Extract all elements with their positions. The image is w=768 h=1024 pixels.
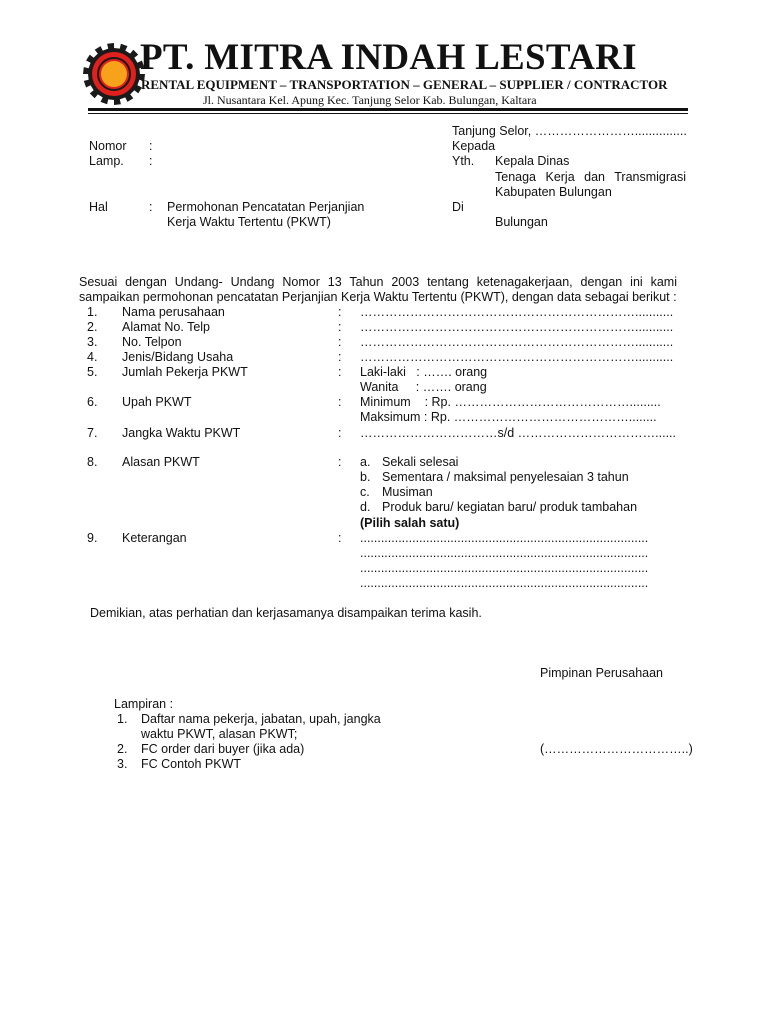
place-date: Tanjung Selor, ……………………............... — [452, 124, 687, 138]
header-rule-thin — [88, 113, 688, 114]
item-number: 8. — [87, 455, 98, 469]
attachment-text: FC Contoh PKWT — [141, 757, 242, 771]
item-colon: : — [338, 305, 342, 319]
attachment-number: 1. — [117, 712, 128, 726]
item-label: Jangka Waktu PKWT — [122, 426, 241, 440]
lamp-label: Lamp. — [89, 154, 124, 168]
reason-option: Sementara / maksimal penyelesaian 3 tahun — [382, 470, 629, 484]
item-colon: : — [338, 395, 342, 409]
item-label: Jumlah Pekerja PKWT — [122, 365, 248, 379]
hal-colon: : — [149, 200, 153, 214]
item-label: Alasan PKWT — [122, 455, 200, 469]
item-value-2: Maksimum : Rp. ……………………………………........ — [360, 410, 657, 424]
recipient-line-3: Kabupaten Bulungan — [495, 185, 612, 199]
kepada-label: Kepada — [452, 139, 496, 153]
recipient-city: Bulungan — [495, 215, 548, 229]
item-value-2: Wanita : ……. orang — [360, 380, 487, 394]
item-colon: : — [338, 335, 342, 349]
item-value: …………………………………………………………........... — [360, 335, 674, 349]
item-value: …………………………………………………………........... — [360, 305, 674, 319]
yth-label: Yth. — [452, 154, 475, 168]
intro-paragraph: Sesuai dengan Undang- Undang Nomor 13 Tahun 2003 tentang ketenagakerjaan, dengan ini kami sampaikan permohonan pencatatan Perjanjian Kerja Waktu Tertentu (PKWT), dengan data sebagai berikut : — [79, 275, 677, 304]
item-value: …………………………………………………………........... — [360, 320, 674, 334]
nomor-label: Nomor — [89, 139, 127, 153]
reason-letter: d. — [360, 500, 371, 514]
hal-line-2: Kerja Waktu Tertentu (PKWT) — [167, 215, 331, 229]
keterangan-line: ................................................................................... — [360, 561, 649, 575]
reason-note: (Pilih salah satu) — [360, 516, 460, 530]
attachment-text: FC order dari buyer (jika ada) — [141, 742, 305, 756]
attachment-number: 2. — [117, 742, 128, 756]
item-number: 7. — [87, 426, 98, 440]
attachment-number: 3. — [117, 757, 128, 771]
reason-letter: c. — [360, 485, 370, 499]
reason-letter: b. — [360, 470, 371, 484]
recipient-line-1: Kepala Dinas — [495, 154, 570, 168]
item-value: Minimum : Rp. ……………………………………......... — [360, 395, 661, 409]
item-label: Keterangan — [122, 531, 187, 545]
company-address: Jl. Nusantara Kel. Apung Kec. Tanjung Selor Kab. Bulungan, Kaltara — [203, 93, 537, 107]
item-label: No. Telpon — [122, 335, 182, 349]
item-number: 9. — [87, 531, 98, 545]
item-number: 5. — [87, 365, 98, 379]
item-number: 6. — [87, 395, 98, 409]
item-colon: : — [338, 350, 342, 364]
signature-name-placeholder: (……………………………..) — [540, 742, 693, 756]
reason-letter: a. — [360, 455, 371, 469]
company-name: PT. MITRA INDAH LESTARI — [140, 37, 637, 78]
attachment-text: Daftar nama pekerja, jabatan, upah, jangka — [141, 712, 381, 726]
item-value: …………………………………………………………........... — [360, 350, 674, 364]
di-label: Di — [452, 200, 464, 214]
closing-text: Demikian, atas perhatian dan kerjasamanya disampaikan terima kasih. — [90, 606, 482, 620]
reason-option: Sekali selesai — [382, 455, 459, 469]
nomor-colon: : — [149, 139, 153, 153]
item-colon: : — [338, 531, 342, 545]
item-colon: : — [338, 426, 342, 440]
company-tagline: RENTAL EQUIPMENT – TRANSPORTATION – GENERAL – SUPPLIER / CONTRACTOR — [141, 77, 668, 92]
item-number: 2. — [87, 320, 98, 334]
item-number: 4. — [87, 350, 98, 364]
lamp-colon: : — [149, 154, 153, 168]
item-label: Jenis/Bidang Usaha — [122, 350, 234, 364]
attachments-title: Lampiran : — [114, 697, 174, 711]
keterangan-line: ................................................................................... — [360, 531, 649, 545]
reason-option: Produk baru/ kegiatan baru/ produk tambahan — [382, 500, 638, 514]
header-rule-thick — [88, 108, 688, 111]
keterangan-line: ................................................................................... — [360, 546, 649, 560]
item-colon: : — [338, 320, 342, 334]
hal-label: Hal — [89, 200, 108, 214]
item-value: ……………………………s/d ……………………………...... — [360, 426, 676, 440]
item-number: 1. — [87, 305, 98, 319]
item-number: 3. — [87, 335, 98, 349]
item-label: Alamat No. Telp — [122, 320, 211, 334]
company-logo — [82, 42, 146, 106]
recipient-line-2: Tenaga Kerja dan Transmigrasi — [495, 170, 687, 184]
gear-icon — [83, 43, 145, 105]
keterangan-line: ................................................................................... — [360, 576, 649, 590]
hal-line-1: Permohonan Pencatatan Perjanjian — [167, 200, 365, 214]
reason-option: Musiman — [382, 485, 433, 499]
item-colon: : — [338, 365, 342, 379]
signature-title: Pimpinan Perusahaan — [540, 666, 663, 680]
item-value: Laki-laki : ……. orang — [360, 365, 488, 379]
item-label: Nama perusahaan — [122, 305, 225, 319]
item-colon: : — [338, 455, 342, 469]
attachment-text-2: waktu PKWT, alasan PKWT; — [141, 727, 298, 741]
item-label: Upah PKWT — [122, 395, 192, 409]
